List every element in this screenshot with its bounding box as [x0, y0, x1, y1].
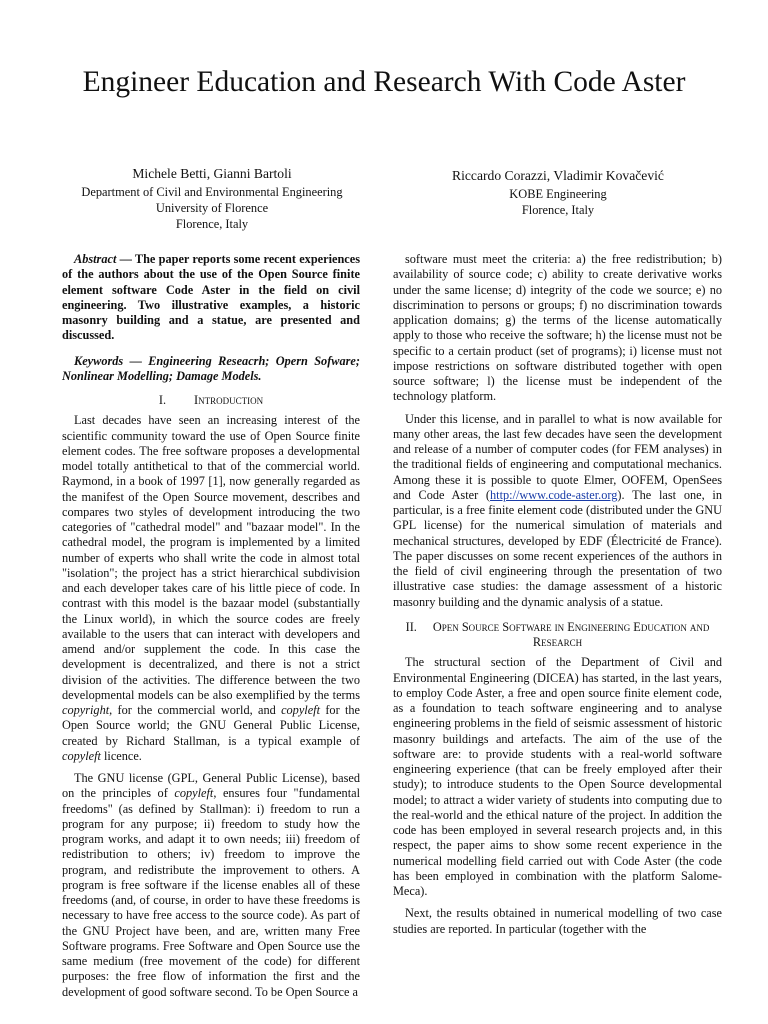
- abstract: [62, 252, 360, 344]
- affiliation-line: Department of Civil and Environmental Engineering: [81, 185, 343, 199]
- section-number: II.: [405, 619, 417, 634]
- paragraph: [62, 771, 360, 1000]
- italic-term: copyleft: [281, 703, 320, 717]
- section-title: Introduction: [194, 393, 264, 407]
- text-run: Next, the results obtained in numerical modelling of two case studies are reported. In particular (together with the: [393, 906, 722, 936]
- paragraph: [393, 655, 722, 899]
- paper-title: Engineer Education and Research With Code Aster: [82, 66, 686, 98]
- abstract-text: — The paper reports some recent experiences of the authors about the use of the Open Source finite element software Code Aster in the field on civil engineering. Two illustrative examples, a historic masonry building and a statue, are presented and discussed.: [62, 252, 360, 343]
- right-column: [393, 252, 722, 944]
- author-names: Riccardo Corazzi, Vladimir Kovačević: [452, 168, 664, 183]
- paragraph: [393, 412, 722, 610]
- affiliation-line: Florence, Italy: [175, 217, 249, 231]
- code-aster-link[interactable]: http://www.code-aster.org: [490, 487, 618, 502]
- affiliation-line: Florence, Italy: [521, 203, 595, 217]
- abstract-label: Abstract: [74, 252, 117, 266]
- paragraph: [393, 906, 722, 937]
- text-run: ). The last one, in particular, is a free finite element code (distributed under the GNU GPL license) for the numerical simulation of materials and mechanical structures, developed by EDF (Électricité de France). The paper discusses on some recent experiences of the authors in the field of civil engineering through the presentation of two illustrative case studies: the damage assessment of a historic masonry building and the dynamic analysis of a statue.: [393, 487, 722, 609]
- text-run: The structural section of the Department of Civil and Environmental Engineering (DICEA) has started, in the last years, to employ Code Aster, a free and open source finite element code, as a foundation to teach software engineering and to analyse engineering problems in the field of seismic assessment of historic masonry buildings and artefacts. The aim of the use of the software are: to provide students with a real-world software engineering experience (that can be freely employed after their study); to introduce students to the Open Source developmental model; to attract a wider variety of students into computing due to the real-world and the ethical nature of the project. In addition the code has been employed in several research projects and, in this respect, the paper aims to show some recent experience in the numerical modelling field carried out with Code Aster (the code has been employed in combination with the platform Salome-Meca).: [393, 655, 722, 898]
- section-title: Open Source Software in Engineering Education and Research: [432, 619, 710, 649]
- right-paras1: [393, 252, 722, 610]
- affiliation-line: KOBE Engineering: [509, 187, 607, 201]
- italic-term: copyright: [62, 703, 110, 717]
- italic-term: copyleft: [62, 748, 101, 763]
- text-run: software must meet the criteria: a) the free redistribution; b) availability of source code; c) ability to create derivative works under the same license; d) integrity of the code we source; e) no discrimination to persons or groups; f) no discrimination towards application domains; g) the terms of the license automatically apply to those who receive the software; h) the license must not be specific to a certain product (set of programs); i) license must not impose restrictions on software distributed together with open source software; l) the license must be independent of the technology platform.: [393, 252, 722, 404]
- right-paras2: [393, 655, 722, 937]
- paragraph: [393, 252, 722, 405]
- section-heading-2: [393, 620, 722, 651]
- text-run: Under this license, and in parallel to what is now available for many other areas, the last few decades have seen the development and release of a number of computer codes (for FEM analyses) in the traditional fields of engineering and computational mechanics. Among these it is possible to quote Elmer, OOFEM, OpenSees and Code Aster (: [393, 411, 722, 502]
- left-column: [62, 252, 360, 1007]
- text-run: for the Open Source world; the GNU General Public License, created by Richard Stallman, is a typical example of: [62, 703, 361, 748]
- author-names: Michele Betti, Gianni Bartoli: [132, 166, 292, 181]
- affiliation-line: University of Florence: [155, 201, 269, 215]
- left-paras: [62, 413, 360, 1000]
- keywords-text: — Engineering Reseacrh; Opern Sofware; Nonlinear Modelling; Damage Models.: [62, 353, 360, 383]
- section-number: I.: [158, 393, 167, 407]
- keywords-label: Keywords: [74, 353, 124, 368]
- author-block-1: [62, 166, 362, 232]
- text-run: , for the commercial world, and: [109, 703, 282, 717]
- keywords: [62, 354, 360, 385]
- text-run: , ensures four "fundamental freedoms" (as defined by Stallman): i) freedom to run a program for any purpose; ii) freedom to study how the program works, and adapt it to own needs; iii) freedom of redistribution to others; iv) freedom to improve the program, and redistribute the improvement to others. A program is free software if the license enables all of these freedoms (and, of course, in order to have these freedoms is necessary to have free access to the source code). As part of the GNU Project have been, and are, written many Free Software programs. Free Software and Open Source use the same medium (free movement of the code) for different purposes: the free flow of information the first and the development of good software second. To be Open Source a: [62, 786, 360, 999]
- text-run: licence.: [100, 748, 142, 763]
- paragraph: [62, 413, 360, 764]
- section-heading-1: [62, 393, 360, 408]
- text-run: Last decades have seen an increasing interest of the scientific community toward the use of Open Source finite element codes. The free software proposes a developmental model totally antithetical to that of the commercial world. Raymond, in a book of 1997 [1], now generally regarded as the manifest of the Open Source movement, describes and compares two styles of development introducing the two categories of "cathedral model" and "bazaar model". In the cathedral model, the program is implemented by a limited number of experts who shall write the code in almost total "isolation"; the project has a strict hierarchical subdivision and each developer takes care of his little piece of code. In contrast with this model is the bazaar model (substantially the Linux world), in which the source codes are freely available to the users that can interact with developers and amend and/or supplement the code. In this case the development is decentralized, and there is not a strict division of the activities. The difference between the two developmental models can be also exemplified by the terms: [62, 413, 360, 702]
- text-run: The GNU license (GPL, General Public License), based on the principles of: [62, 771, 360, 801]
- italic-term: copyleft: [174, 786, 214, 801]
- author-block-2: [393, 168, 723, 218]
